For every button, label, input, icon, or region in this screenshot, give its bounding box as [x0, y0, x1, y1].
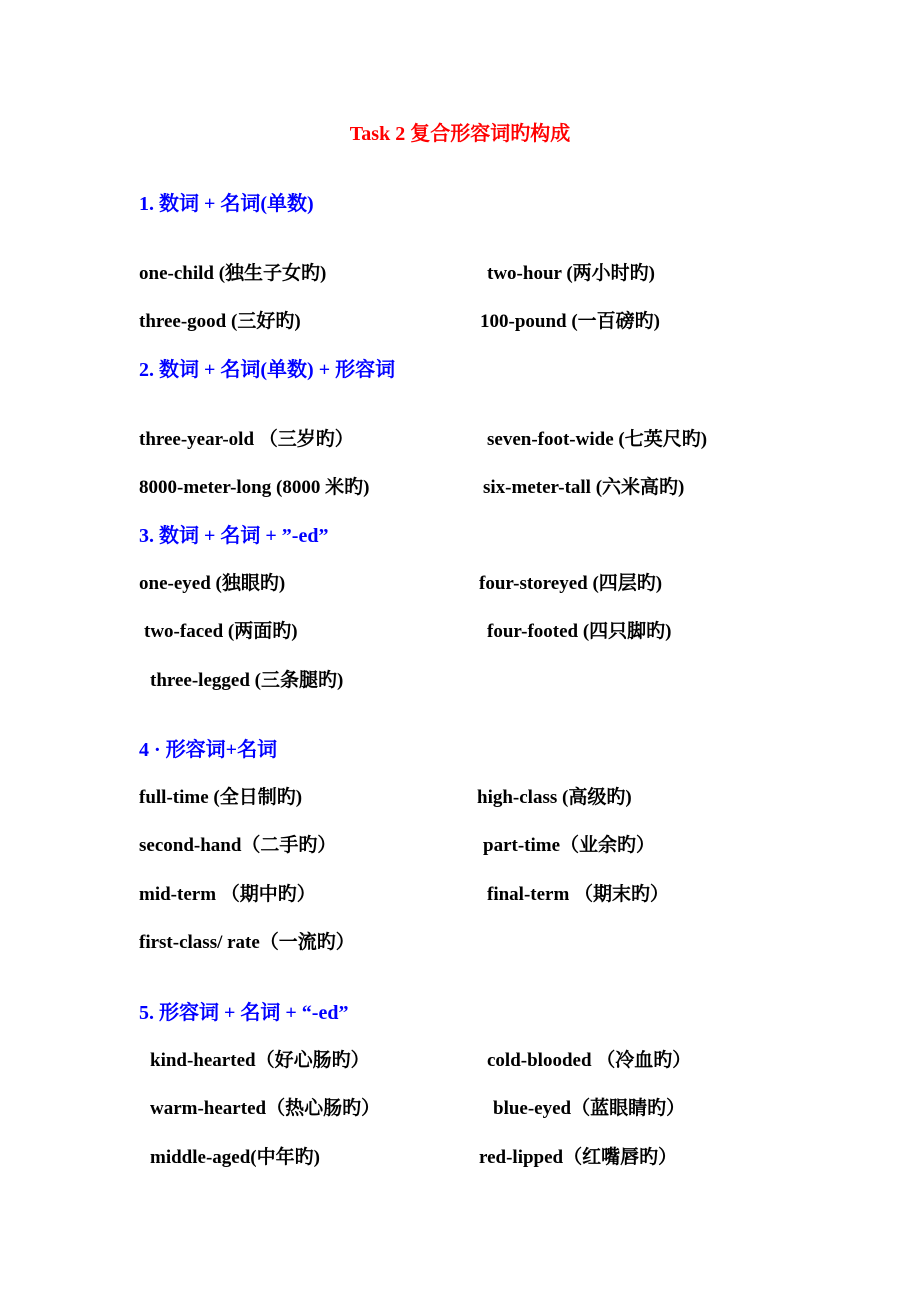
- term-left: two-faced (两面旳): [144, 621, 298, 642]
- term-right: cold-blooded （冷血旳）: [487, 1050, 692, 1071]
- term-left: three-year-old （三岁旳）: [139, 429, 354, 450]
- term-left: middle-aged(中年旳): [150, 1147, 320, 1168]
- term-right: high-class (高级旳): [477, 787, 632, 808]
- term-left: full-time (全日制旳): [139, 787, 303, 808]
- term-left: three-legged (三条腿旳): [150, 670, 344, 691]
- term-left: one-child (独生子女旳): [139, 263, 327, 284]
- section-heading-1: 1. 数词 + 名词(单数): [139, 193, 314, 215]
- term-left: second-hand（二手旳）: [139, 835, 337, 856]
- term-right: 100-pound (一百磅旳): [480, 311, 660, 332]
- term-right: seven-foot-wide (七英尺旳): [487, 429, 708, 450]
- term-left: three-good (三好旳): [139, 311, 301, 332]
- term-right: red-lipped（红嘴唇旳）: [479, 1147, 678, 1168]
- term-left: warm-hearted（热心肠旳）: [150, 1098, 381, 1119]
- term-right: four-storeyed (四层旳): [479, 573, 663, 594]
- term-left: first-class/ rate（一流旳）: [139, 932, 355, 953]
- section-heading-5: 5. 形容词 + 名词 + “-ed”: [139, 1002, 349, 1024]
- term-left: mid-term （期中旳）: [139, 884, 316, 905]
- term-left: 8000-meter-long (8000 米旳): [139, 477, 370, 498]
- term-right: blue-eyed（蓝眼睛旳）: [493, 1098, 686, 1119]
- section-heading-4: 4 · 形容词+名词: [139, 739, 278, 761]
- term-right: six-meter-tall (六米高旳): [483, 477, 685, 498]
- section-heading-3: 3. 数词 + 名词 + ”-ed”: [139, 525, 329, 547]
- term-right: part-time（业余旳）: [483, 835, 656, 856]
- term-right: final-term （期末旳）: [487, 884, 670, 905]
- term-right: two-hour (两小时旳): [487, 263, 656, 284]
- term-left: kind-hearted（好心肠旳）: [150, 1050, 370, 1071]
- page-title: Task 2 复合形容词旳构成: [349, 123, 571, 145]
- term-left: one-eyed (独眼旳): [139, 573, 286, 594]
- section-heading-2: 2. 数词 + 名词(单数) + 形容词: [139, 359, 396, 381]
- term-right: four-footed (四只脚旳): [487, 621, 672, 642]
